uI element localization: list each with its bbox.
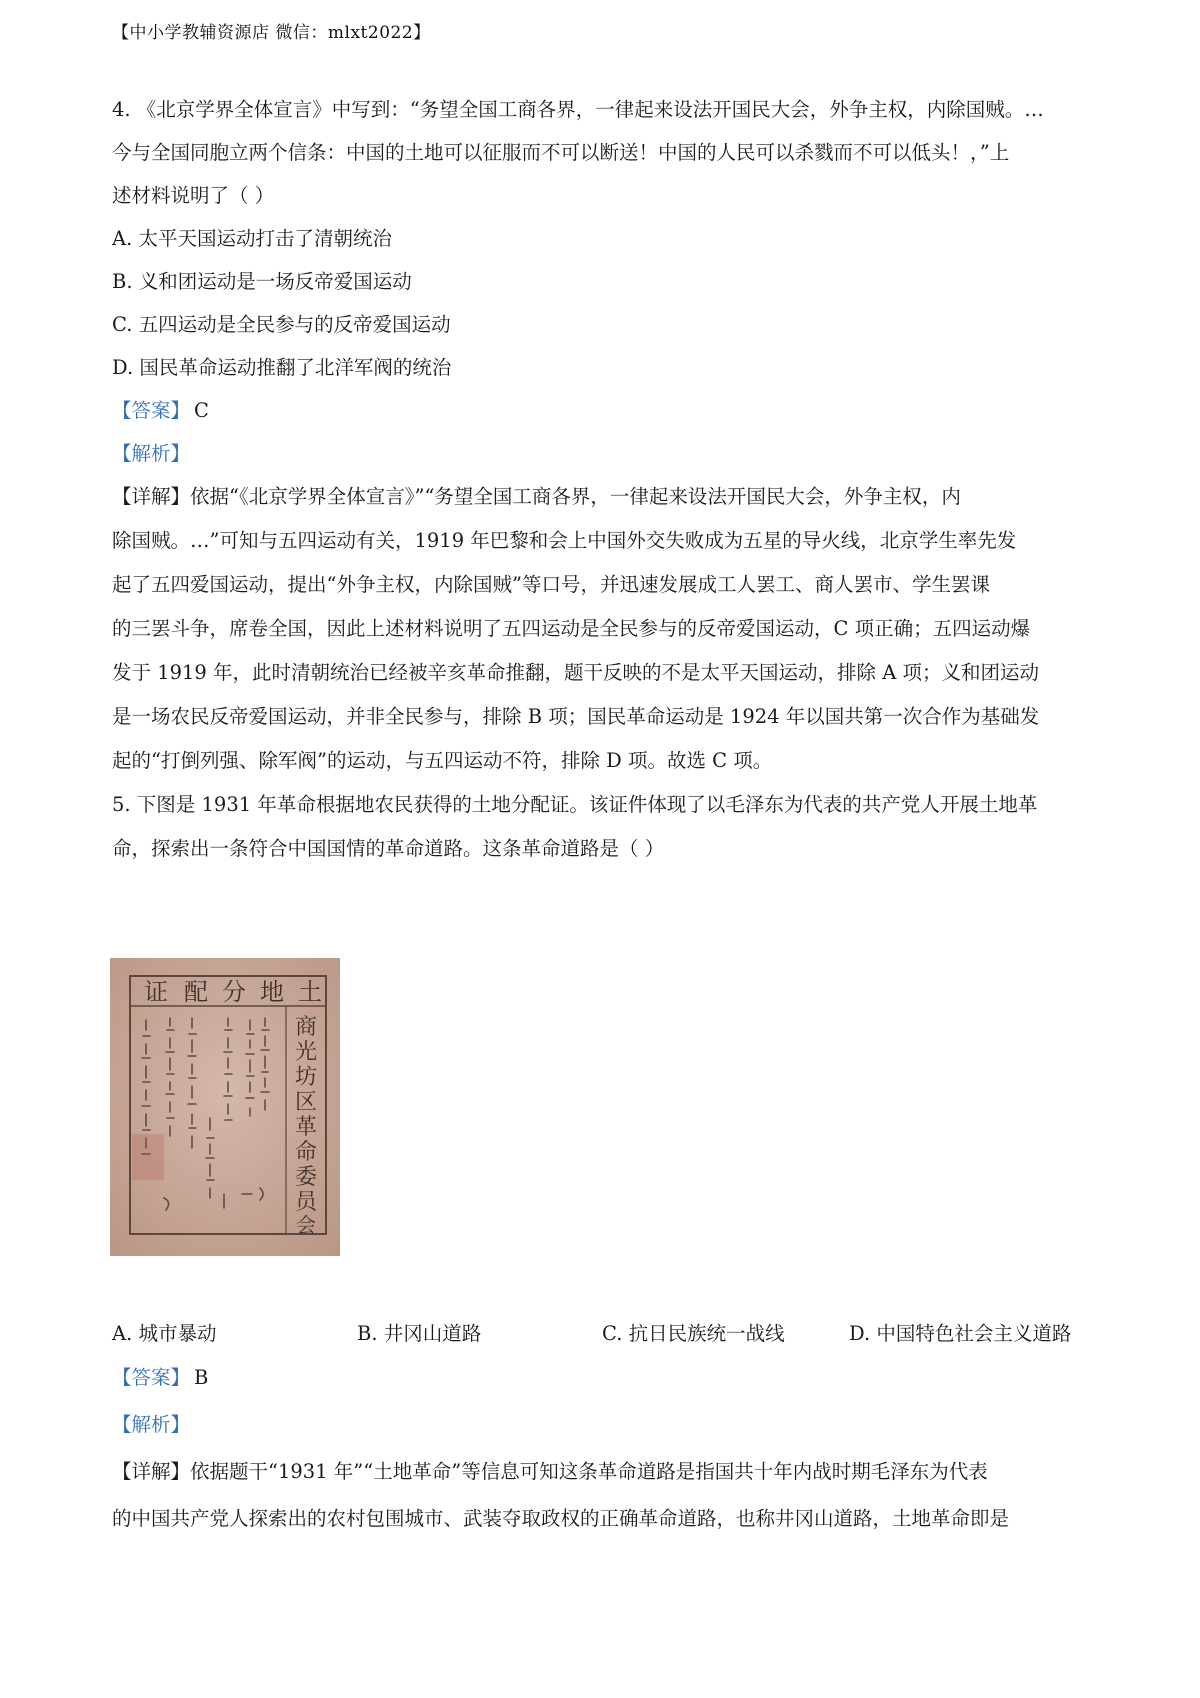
q5-answer-tag: 【答案】 <box>112 1366 191 1389</box>
q4-option-b: B. 义和团运动是一场反帝爱国运动 <box>112 270 412 293</box>
q4-detail-line-6: 是一场农民反帝爱国运动，并非全民参与，排除 B 项；国民革命运动是 1924 年以国共第一次合作为基础发 <box>112 705 1040 728</box>
svg-text:员: 员 <box>294 1190 318 1215</box>
svg-text:分: 分 <box>222 978 246 1006</box>
land-certificate-photo <box>110 958 340 1256</box>
page-header: 【中小学教辅资源店 微信：mlxt2022】 <box>112 23 431 43</box>
q5-answer-value: B <box>194 1366 209 1389</box>
q4-stem-line-1: 4. 《北京学界全体宣言》中写到：“务望全国工商各界，一律起来设法开国民大会，外争主权，内除国贼。… <box>112 98 1044 121</box>
q4-answer-tag: 【答案】 <box>112 399 191 422</box>
svg-text:光: 光 <box>294 1040 318 1065</box>
svg-text:证: 证 <box>144 978 168 1006</box>
q5-option-b: B. 井冈山道路 <box>357 1322 482 1345</box>
svg-text:商: 商 <box>294 1015 318 1040</box>
q4-detail-line-3: 起了五四爱国运动，提出“外争主权，内除国贼”等口号，并迅速发展成工人罢工、商人罢市、学生罢课 <box>112 573 990 596</box>
svg-text:区: 区 <box>294 1090 318 1115</box>
q4-detail-line-7: 起的“打倒列强、除军阀”的运动，与五四运动不符，排除 D 项。故选 C 项。 <box>112 749 773 772</box>
q5-option-c: C. 抗日民族统一战线 <box>602 1322 785 1345</box>
svg-text:会: 会 <box>296 1213 316 1237</box>
q4-detail-line-5: 发于 1919 年，此时清朝统治已经被辛亥革命推翻，题干反映的不是太平天国运动，排除 A 项；义和团运动 <box>112 661 1040 684</box>
q4-option-a: A. 太平天国运动打击了清朝统治 <box>112 227 392 250</box>
q4-option-c: C. 五四运动是全民参与的反帝爱国运动 <box>112 313 451 336</box>
q4-detail-line-4: 的三罢斗争，席卷全国，因此上述材料说明了五四运动是全民参与的反帝爱国运动，C 项正确；五四运动爆 <box>112 617 1031 640</box>
q5-options-row <box>112 1318 1112 1346</box>
q5-detail-line-1: 【详解】依据题干“1931 年”“土地革命”等信息可知这条革命道路是指国共十年内战时期毛泽东为代表 <box>112 1460 988 1483</box>
svg-text:配: 配 <box>184 978 208 1006</box>
q5-option-d: D. 中国特色社会主义道路 <box>849 1322 1072 1345</box>
q4-answer-line <box>112 397 1102 425</box>
svg-text:坊: 坊 <box>294 1065 318 1090</box>
q4-stem-line-2: 今与全国同胞立两个信条：中国的土地可以征服而不可以断送！中国的人民可以杀戮而不可以低头！，”上 <box>112 141 1010 164</box>
q4-detail-line-1: 【详解】依据“《北京学界全体宣言》”“务望全国工商各界，一律起来设法开国民大会，外争主权，内 <box>112 485 961 508</box>
q5-stem-line-2: 命，探索出一条符合中国国情的革命道路。这条革命道路是（ ） <box>112 837 665 860</box>
q5-analysis-tag: 【解析】 <box>112 1413 191 1436</box>
svg-text:委: 委 <box>294 1165 318 1190</box>
q5-option-a: A. 城市暴动 <box>112 1322 217 1345</box>
svg-text:地: 地 <box>260 978 284 1006</box>
q5-answer-line <box>112 1364 1102 1392</box>
svg-text:命: 命 <box>294 1140 318 1165</box>
q4-analysis-tag: 【解析】 <box>112 442 191 465</box>
q5-stem-line-1: 5. 下图是 1931 年革命根据地农民获得的土地分配证。该证件体现了以毛泽东为代表的共产党人开展土地革 <box>112 793 1038 816</box>
land-certificate-illustration <box>110 958 340 1256</box>
q5-detail-line-2: 的中国共产党人探索出的农村包围城市、武装夺取政权的正确革命道路，也称井冈山道路，土地革命即是 <box>112 1507 1010 1530</box>
svg-text:土: 土 <box>298 978 322 1006</box>
q4-detail-line-2: 除国贼。…”可知与五四运动有关，1919 年巴黎和会上中国外交失败成为五星的导火线，北京学生率先发 <box>112 529 1017 552</box>
q4-stem-line-3: 述材料说明了（ ） <box>112 184 275 207</box>
q4-answer-value: C <box>194 399 209 422</box>
svg-text:革: 革 <box>294 1115 318 1140</box>
q4-option-d: D. 国民革命运动推翻了北洋军阀的统治 <box>112 356 452 379</box>
